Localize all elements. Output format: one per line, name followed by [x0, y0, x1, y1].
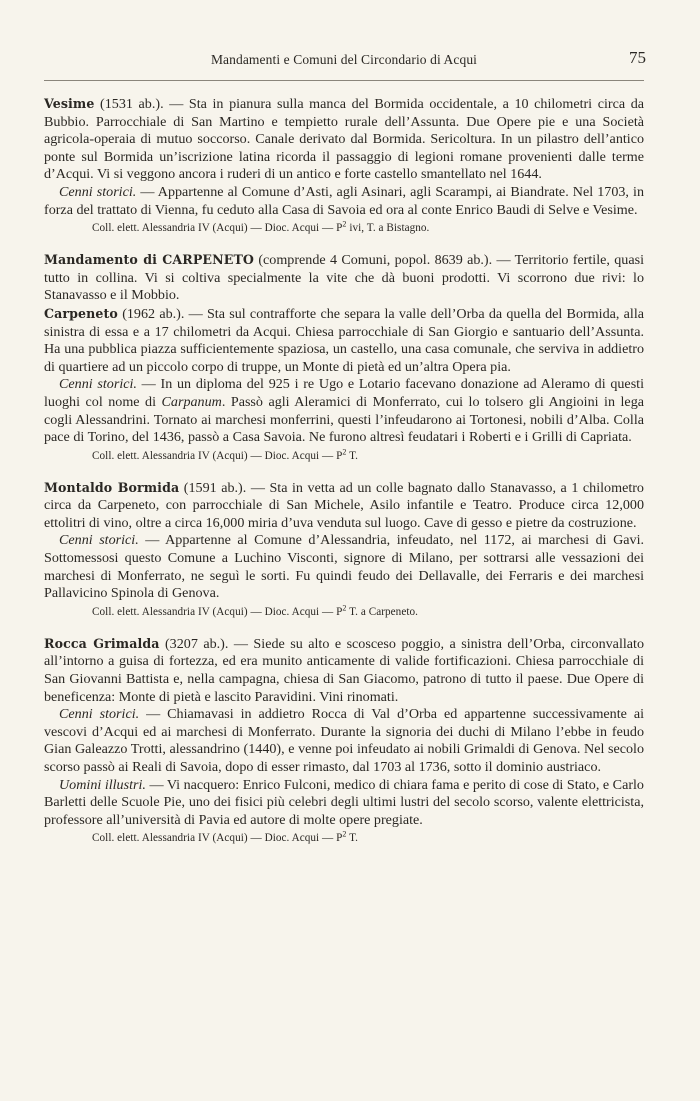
- coll-text: Coll. elett. Alessandria IV (Acqui) — Dioc. Acqui — P: [92, 222, 343, 235]
- entry-heading: Rocca Grimalda: [44, 635, 160, 651]
- electoral-college-line: [44, 221, 644, 236]
- paragraph-text: — Appartenne al Comune d’Alessandria, infeudato, nel 1172, ai marchesi di Gavi. Sottomessosi questo Comune a Luchino Visconti, signore di Milano, per sottrarsi alle vessazioni dei marchesi di Monferrato, ne seguì le sorti. Fu quindi feudo dei Dellavalle, dei Ferraris e dei marchesi Pallavicino Spinola di Genova.: [44, 532, 645, 602]
- electoral-college-line: [44, 831, 644, 846]
- entry-paragraph: [44, 635, 644, 706]
- coll-text: T.: [346, 832, 359, 845]
- gazetteer-entry: [44, 635, 644, 847]
- entry-paragraph: [44, 95, 644, 184]
- coll-superscript: 2: [342, 446, 347, 456]
- section-label: Cenni storici.: [59, 183, 137, 200]
- paragraph-text: (3207 ab.). — Siede su alto e scosceso poggio, a sinistra dell’Orba, circonvallato all’intorno a guisa di fortezza, ed era munito anticamente di valide fortificazioni. Chiesa parrocchiale di San Giovanni Battista e, nella campagna, chiesa di San Giacomo, patrono di tutto il paese. Due Opere di beneficenza: Monte di pietà e lascito Paravidini. Vini rinomati.: [44, 635, 644, 705]
- paragraph-text: (comprende 4 Comuni, popol. 8639 ab.). — Territorio fertile, quasi tutto in collina. Vi si coltiva specialmente la vite che dà buoni prodotti. Vi scorrono due rivi: lo Stanavasso e il Mobbio.: [44, 252, 645, 304]
- entry-heading: Vesime: [44, 96, 95, 111]
- entry-paragraph: [44, 305, 644, 376]
- paragraph-text: — Appartenne al Comune d’Asti, agli Asinari, agli Scarampi, ai Biandrate. Nel 1703, in forza del trattato di Vienna, fu ceduto alla Casa di Savoia ed ora al conte Enrico Baudi di Selve e Vesime.: [44, 183, 644, 218]
- paragraph-text: (1591 ab.). — Sta in vetta ad un colle bagnato dallo Stanavasso, a 1 chilometro circa da Carpeneto, con parrocchiale di San Michele, Asilo infantile e Teatro. Produce circa 12,000 ettolitri di vino, oltre a circa 16,000 miria d’uva venduta sul luogo. Cave di gesso e pietre da costruzione.: [44, 479, 644, 531]
- entry-paragraph: [44, 376, 644, 446]
- coll-superscript: 2: [342, 603, 347, 613]
- electoral-college-line: [44, 446, 644, 464]
- latin-name: Carpanum: [161, 393, 222, 410]
- entry-heading: Montaldo Bormida: [44, 479, 180, 495]
- entry-heading: Carpeneto: [44, 305, 118, 321]
- entry-heading: Mandamento di CARPENETO: [44, 252, 254, 268]
- entry-paragraph: [44, 706, 644, 776]
- coll-text: Coll. elett. Alessandria IV (Acqui) — Dioc. Acqui — P: [92, 449, 343, 462]
- entry-paragraph: [44, 532, 644, 602]
- running-head-title: Mandamenti e Comuni del Circondario di Acqui: [210, 52, 478, 67]
- paragraph-text: — Chiamavasi in addietro Rocca di Val d’Orba ed appartenne successivamente ai vescovi d’Acqui ed ai marchesi di Monferrato. Durante la signoria dei duchi di Milano l’ebbe in feudo Gian Galeazzo Trotti, alessandrino (1440), e venne poi infeudato ai nobili Grimaldi di Genova. Nel secolo scorso passò ai Reali di Savoia, dopo di esser rimasto, dal 1703 al 1736, sotto il dominio austriaco.: [44, 706, 645, 775]
- entry-paragraph: [44, 777, 644, 830]
- gazetteer-entry: [44, 251, 644, 464]
- coll-text: T.: [346, 449, 359, 462]
- page-number: 75: [629, 48, 646, 67]
- section-label: Cenni storici.: [59, 532, 139, 549]
- electoral-college-line: [44, 605, 644, 620]
- coll-text: T. a Carpeneto.: [346, 605, 418, 618]
- coll-superscript: 2: [342, 829, 347, 839]
- header-rule: [44, 80, 644, 81]
- entries: [44, 95, 644, 846]
- paragraph-text: — In un diploma del 925 i re Ugo e Lotario facevano donazione ad Aleramo di questi luoghi col nome di: [44, 376, 645, 410]
- section-label: Cenni storici.: [59, 376, 137, 393]
- entry-paragraph: [44, 479, 644, 533]
- gazetteer-entry: [44, 479, 644, 620]
- paragraph-text: . Passò agli Aleramici di Monferrato, cui lo tolsero gli Angioini in lega cogli Alessandrini. Tornato ai marchesi monferrini, questi l’infeudarono ai Tortonesi, nobili d’Alba. Colla pace di Torino, del 1436, passò a Casa Savoia. Ne furono altresì feudatari i Roberti e i Grilli di Capriata.: [44, 393, 644, 446]
- coll-superscript: 2: [342, 219, 347, 229]
- entry-paragraph: [44, 251, 644, 305]
- coll-text: Coll. elett. Alessandria IV (Acqui) — Dioc. Acqui — P: [92, 605, 343, 618]
- paragraph-text: — Vi nacquero: Enrico Fulconi, medico di chiara fama e perito di cose di Stato, e Carlo Barletti delle Scuole Pie, uno dei fisici più celebri degli ultimi lustri del secolo scorso, valente elettricista, professore all’università di Pavia ed autore di molte opere pregiate.: [44, 776, 644, 828]
- section-label: Uomini illustri.: [59, 776, 146, 793]
- paragraph-text: (1531 ab.). — Sta in pianura sulla manca del Bormida occidentale, a 10 chilometri circa da Bubbio. Parrocchiale di San Martino e tempietto rurale dell’Assunta. Due Opere pie e una Società agricola-operaia di mutuo soccorso. Canale derivato dal Bormida. Sericoltura. In un pilastro dell’antico ponte sul Bormida un’iscrizione latina ricorda il passaggio di legioni romane provenienti dalle terme d’Acqui. Vi si veggono ancora i ruderi di un antico e forte castello smantellato nel 1644.: [44, 96, 644, 183]
- paragraph-text: (1962 ab.). — Sta sul contrafforte che separa la valle dell’Orba da quella del Bormida, alla sinistra di essa e a 17 chilometri da Acqui. Chiesa parrocchiale di San Giorgio e santuario dell’Assunta. Ha una pubblica piazza sufficientemente spaziosa, un castello, una casa comunale, che serviva in addietro di quartiere ad un piccolo corpo di truppe, un Monte di pietà ed un’altra Opera pia.: [44, 305, 644, 375]
- running-head: [44, 48, 644, 74]
- entry-paragraph: [44, 184, 644, 219]
- coll-text: Coll. elett. Alessandria IV (Acqui) — Dioc. Acqui — P: [92, 832, 343, 845]
- gazetteer-entry: [44, 95, 644, 236]
- section-label: Cenni storici.: [59, 706, 140, 723]
- coll-text: ivi, T. a Bistagno.: [346, 222, 430, 235]
